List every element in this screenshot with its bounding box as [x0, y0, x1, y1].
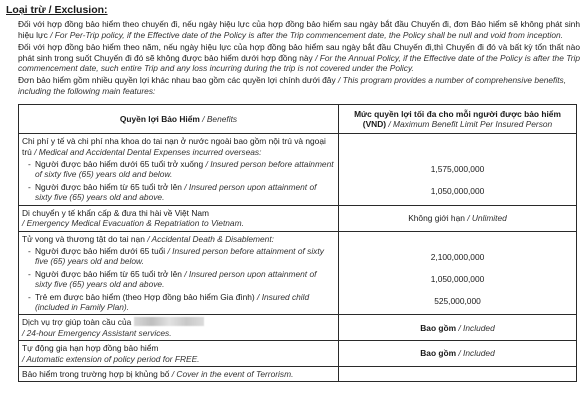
limit-extension-vn: Bao gồm [420, 348, 457, 359]
benefit-assistance [19, 315, 339, 341]
limit-accidental-death [339, 231, 577, 315]
limit-evacuation-vn: Không giới hạn [408, 212, 465, 223]
redacted-text [134, 317, 204, 326]
benefit-terrorism-en: / Cover in the event of Terrorism. [171, 368, 294, 379]
sub-item-en: / Insured person before attainment of sixty five (65) years old and below. [35, 245, 324, 267]
header-limit [339, 105, 577, 134]
benefit-extension-vn: Tự động gia hạn hợp đồng bảo hiểm [22, 343, 159, 354]
limit-assistance-vn: Bao gồm [420, 322, 457, 333]
annual-text-en: / For the Annual Policy, if the Effective date of the Policy is after the Trip commencement date, such entire Trip and any loss incurring during the trip is not covered under the Policy. [18, 52, 580, 74]
limit-evacuation-en: / Unlimited [467, 212, 507, 223]
header-limit-vn: Mức quyền lợi tối đa cho mỗi người được bảo hiểm (VND) [354, 108, 561, 130]
benefit-accidental-death [19, 231, 339, 315]
header-benefits [19, 105, 339, 134]
limit-extension [339, 341, 577, 367]
benefit-terrorism-vn: Bảo hiểm trong trường hợp bị khủng bố [22, 368, 170, 379]
header-benefits-vn: Quyền lợi Bảo Hiểm [119, 114, 200, 125]
table-row [19, 341, 577, 367]
sub-item [28, 269, 335, 290]
limit-assistance-en: / Included [458, 322, 495, 333]
table-row [19, 134, 577, 205]
benefit-evacuation [19, 205, 339, 231]
exclusion-paragraph-annual [18, 42, 580, 73]
sub-item-vn: Trẻ em được bảo hiểm (theo Hợp đồng bảo hiểm Gia đình) [35, 291, 255, 302]
amount-value: 2,100,000,000 [430, 251, 485, 262]
benefits-intro-paragraph [18, 75, 580, 96]
benefit-medical-vn: Chi phí y tế và chi phí nha khoa do tai nạn ở nước ngoài bao gồm nội trú và ngoại trú [22, 136, 326, 157]
benefits-intro-vn: Đơn bảo hiểm gồm nhiều quyền lợi khác nhau bao gồm các quyền lợi chính dưới đây [18, 75, 336, 86]
benefit-assistance-vn: Dịch vụ trợ giúp toàn cầu của [22, 317, 132, 328]
exclusion-heading: Loại trừ / Exclusion: [6, 4, 108, 16]
table-row [19, 315, 577, 341]
sub-item-en: / Insured person upon attainment of sixty five (65) years old and above. [35, 268, 317, 290]
amount-value: 525,000,000 [434, 295, 481, 306]
exclusion-paragraph-per-trip [18, 19, 580, 40]
header-limit-en: / Maximum Benefit Limit Per Insured Person [388, 119, 553, 130]
sub-item [28, 246, 335, 267]
sub-item [28, 159, 335, 180]
sub-item-vn: Người được bảo hiểm từ 65 tuổi trở lên [35, 268, 182, 279]
benefits-table [18, 104, 577, 382]
benefit-accident-vn: Tử vong và thương tật do tai nạn [22, 233, 145, 244]
sub-item-vn: Người được bảo hiểm từ 65 tuổi trở lên [35, 181, 182, 192]
table-row [19, 366, 577, 381]
sub-item [28, 182, 335, 203]
benefits-intro-en: / This program provides a number of comprehensive benefits, including the following main features: [18, 75, 567, 96]
benefit-medical-en: / Medical and Accidental Dental Expenses incurred overseas: [34, 146, 262, 157]
header-benefits-en: / Benefits [202, 114, 238, 125]
benefit-evacuation-vn: Di chuyển y tế khẩn cấp & đưa thi hài về Việt Nam [22, 207, 210, 218]
sub-item-vn: Người được bảo hiểm dưới 65 tuổi [35, 245, 166, 256]
benefit-extension-en: / Automatic extension of policy period for FREE. [22, 353, 200, 364]
sub-item-vn: Người được bảo hiểm dưới 65 tuổi trở xuống [35, 159, 204, 170]
amount-value: 1,050,000,000 [430, 186, 485, 197]
benefit-extension [19, 341, 339, 367]
limit-extension-en: / Included [458, 348, 495, 359]
benefit-assistance-en: / 24-hour Emergency Assistant services. [22, 327, 172, 338]
benefit-evacuation-en: / Emergency Medical Evacuation & Repatriation to Vietnam. [22, 218, 244, 229]
limit-medical [339, 134, 577, 205]
sub-item-en: / Insured person before attainment of sixty five (65) years old and below. [35, 159, 334, 180]
table-row [19, 231, 577, 315]
amount-value: 1,575,000,000 [430, 164, 485, 175]
table-row [19, 205, 577, 231]
benefit-accident-en: / Accidental Death & Disablement: [147, 233, 274, 244]
limit-assistance [339, 315, 577, 341]
sub-item [28, 292, 335, 313]
benefit-medical [19, 134, 339, 205]
limit-terrorism [339, 366, 577, 381]
benefit-terrorism [19, 366, 339, 381]
sub-item-en: / Insured person upon attainment of sixty five (65) years old and above. [35, 181, 317, 203]
sub-item-en: / Insured child (included in Family Plan). [35, 291, 310, 312]
per-trip-text-en: / For Per-Trip policy, if the Effective date of the Policy is after the Trip commencement date, the Policy shall be null and void from inception. [50, 29, 563, 40]
limit-evacuation [339, 205, 577, 231]
per-trip-text-vn: Đối với hợp đồng bảo hiểm theo chuyến đi, nếu ngày hiệu lực của hợp đồng bảo hiểm sau ngày bắt đầu Chuyến đi, đơn Bảo hiểm sẽ không phát sinh hiệu lực [18, 19, 580, 40]
amount-value: 1,050,000,000 [430, 273, 485, 284]
table-header-row [19, 105, 577, 134]
annual-text-vn: Đối với hợp đồng bảo hiểm theo năm, nếu ngày hiệu lực của hợp đồng bảo hiểm sau ngày bắt đầu Chuyến đi,thì Chuyến đi đó và bất kỳ tổn thất nào phát sinh trong suốt Chuyến đi đó sẽ không được bảo hiểm dưới hợp đồng này [18, 42, 580, 63]
